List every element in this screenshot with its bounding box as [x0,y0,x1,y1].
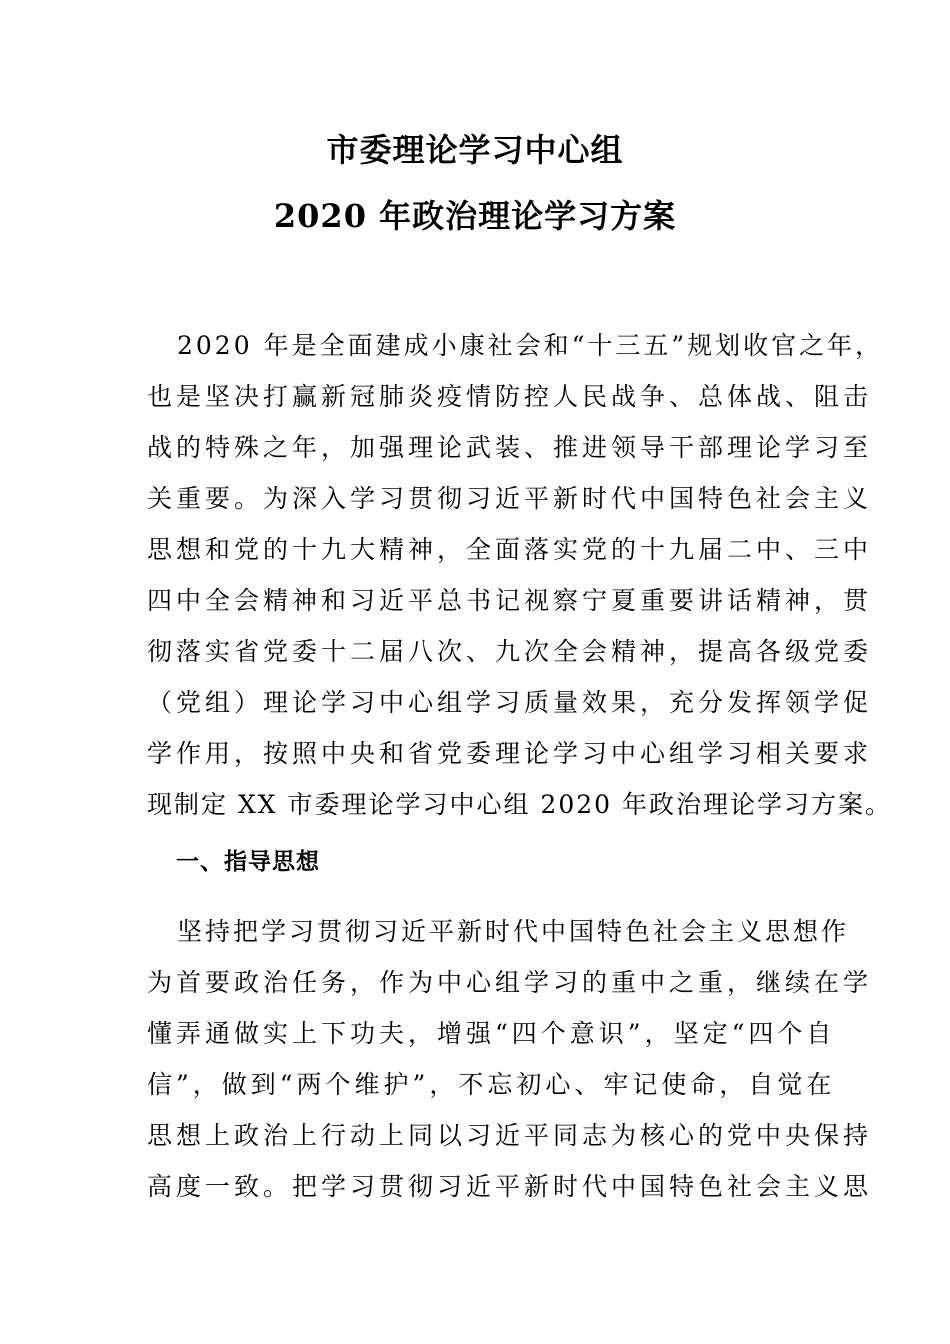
intro-paragraph-line: 思想和党的十九大精神，全面落实党的十九届二中、三中 [147,535,873,564]
intro-paragraph-line: （党组）理论学习中心组学习质量效果，充分发挥领学促 [147,688,873,717]
intro-paragraph-line: 也是坚决打赢新冠肺炎疫情防控人民战争、总体战、阻击 [147,382,873,411]
section-heading: 一、指导思想 [176,849,320,875]
intro-paragraph-line: 战的特殊之年，加强理论武装、推进领导干部理论学习至 [147,433,873,462]
document-title-line-1: 市委理论学习中心组 [326,131,624,169]
intro-paragraph-line: 彻落实省党委十二届八次、九次全会精神，提高各级党委 [147,637,873,666]
section-paragraph-line: 思想上政治上行动上同以习近平同志为核心的党中央保持 [147,1121,873,1150]
section-paragraph-line: 懂弄通做实上下功夫，增强“四个意识”，坚定“四个自 [147,1019,836,1048]
intro-paragraph-line: 2020 年是全面建成小康社会和“十三五”规划收官之年， [177,331,884,360]
intro-paragraph-line: 学作用，按照中央和省党委理论学习中心组学习相关要求 [147,739,873,768]
intro-paragraph-line: 关重要。为深入学习贯彻习近平新时代中国特色社会主义 [147,484,873,513]
intro-paragraph-line: 现制定 XX 市委理论学习中心组 2020 年政治理论学习方案。 [147,790,893,819]
intro-paragraph-line: 四中全会精神和习近平总书记视察宁夏重要讲话精神，贯 [147,586,873,615]
section-paragraph-line: 坚持把学习贯彻习近平新时代中国特色社会主义思想作 [177,917,850,946]
section-paragraph-line: 高度一致。把学习贯彻习近平新时代中国特色社会主义思 [147,1172,873,1201]
section-paragraph-line: 为首要政治任务，作为中心组学习的重中之重，继续在学 [147,968,873,997]
section-paragraph-line: 信”，做到“两个维护”，不忘初心、牢记使命，自觉在 [147,1070,836,1099]
document-title-line-2: 2020 年政治理论学习方案 [273,197,677,235]
